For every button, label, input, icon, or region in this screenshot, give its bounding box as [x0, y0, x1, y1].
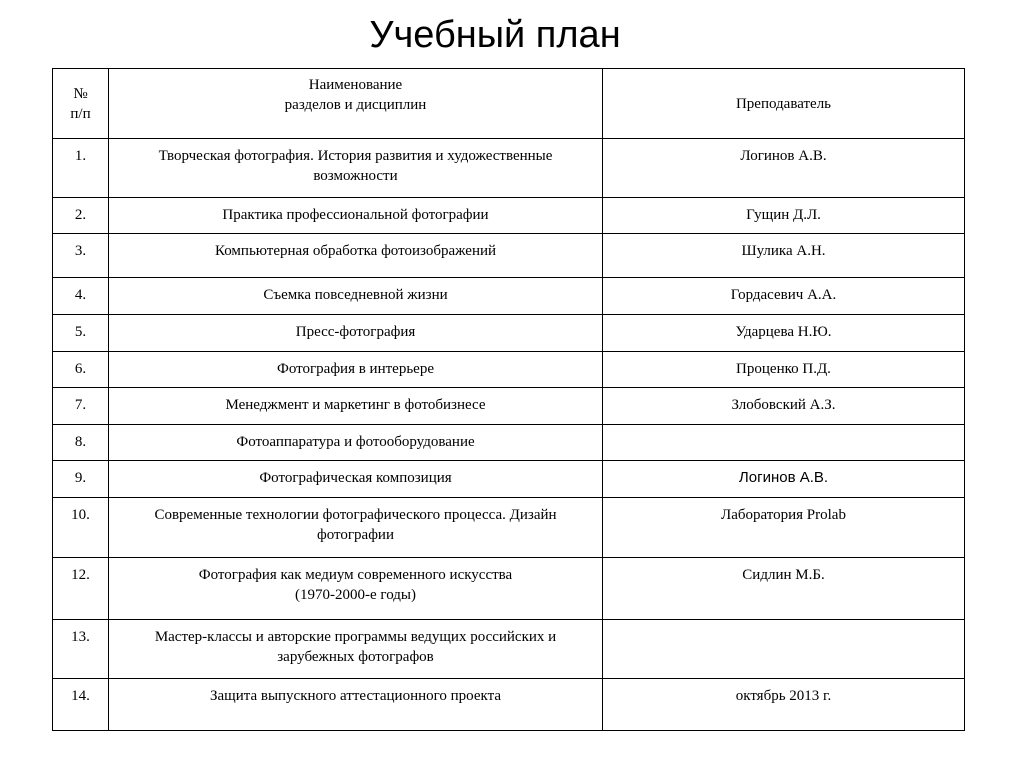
- row-teacher: Логинов А.В.: [603, 461, 965, 498]
- row-teacher: Проценко П.Д.: [603, 352, 965, 388]
- row-name-line: Съемка повседневной жизни: [263, 287, 448, 303]
- row-teacher: [603, 425, 965, 461]
- row-teacher: Ударцева Н.Ю.: [603, 315, 965, 352]
- table-row: [53, 679, 965, 731]
- row-num: 7.: [53, 388, 109, 425]
- row-teacher: Лаборатория Prolab: [603, 498, 965, 558]
- curriculum-table: [52, 68, 965, 731]
- row-name: [109, 498, 603, 558]
- row-name: [109, 388, 603, 425]
- row-name-line: Фотоаппаратура и фотооборудование: [236, 434, 475, 450]
- table-row: [53, 198, 965, 234]
- table-row: [53, 498, 965, 558]
- row-num: 3.: [53, 234, 109, 278]
- row-name-line: фотографии: [317, 527, 394, 543]
- row-teacher: Сидлин М.Б.: [603, 558, 965, 620]
- row-name-line: Компьютерная обработка фотоизображений: [214, 243, 497, 259]
- row-num: 6.: [53, 352, 109, 388]
- row-teacher: [603, 620, 965, 679]
- row-name-line: Менеджмент и маркетинг в фотобизнесе: [225, 397, 486, 413]
- header-name: [109, 69, 603, 139]
- header-num-line: п/п: [70, 105, 91, 122]
- row-num: 12.: [53, 558, 109, 620]
- row-num: 2.: [53, 198, 109, 234]
- row-teacher: Логинов А.В.: [603, 139, 965, 198]
- page-title: Учебный план: [369, 14, 621, 56]
- header-name-line: Наименование: [308, 76, 403, 93]
- row-num: 10.: [53, 498, 109, 558]
- row-teacher: Шулика А.Н.: [603, 234, 965, 278]
- table-row: [53, 558, 965, 620]
- row-name-line: возможности: [313, 168, 398, 184]
- row-num: 13.: [53, 620, 109, 679]
- header-name-line: разделов и дисциплин: [284, 96, 427, 113]
- row-num: 1.: [53, 139, 109, 198]
- table-row: [53, 461, 965, 498]
- row-name: [109, 558, 603, 620]
- table-row: [53, 315, 965, 352]
- row-name-line: (1970-2000-е годы): [295, 587, 416, 603]
- table-row: [53, 139, 965, 198]
- row-num: 4.: [53, 278, 109, 315]
- row-name: [109, 139, 603, 198]
- row-name: [109, 278, 603, 315]
- row-name-line: Пресс-фотография: [295, 324, 416, 340]
- row-num: 9.: [53, 461, 109, 498]
- row-num: 5.: [53, 315, 109, 352]
- table-row: [53, 388, 965, 425]
- row-name-line: Практика профессиональной фотографии: [222, 207, 489, 223]
- header-num: [53, 69, 109, 139]
- row-name: [109, 234, 603, 278]
- row-name: [109, 620, 603, 679]
- row-teacher: Злобовский А.З.: [603, 388, 965, 425]
- row-name: [109, 425, 603, 461]
- table-row: [53, 425, 965, 461]
- header-num-line: №: [73, 85, 88, 102]
- row-name-line: Современные технологии фотографического процесса. Дизайн: [154, 507, 557, 523]
- row-name-line: Фотография как медиум современного искусства: [198, 567, 513, 583]
- row-name-line: Фотографическая композиция: [259, 470, 452, 486]
- table-row: [53, 352, 965, 388]
- row-teacher: Гущин Д.Л.: [603, 198, 965, 234]
- row-num: 14.: [53, 679, 109, 731]
- row-name: [109, 461, 603, 498]
- row-name: [109, 679, 603, 731]
- row-teacher: Гордасевич А.А.: [603, 278, 965, 315]
- row-name-line: зарубежных фотографов: [277, 649, 434, 665]
- row-name-line: Фотография в интерьере: [277, 361, 434, 377]
- table-row: [53, 278, 965, 315]
- header-teacher: Преподаватель: [603, 69, 965, 139]
- row-name-line: Творческая фотография. История развития и художественные: [158, 148, 553, 164]
- row-num: 8.: [53, 425, 109, 461]
- row-name: [109, 315, 603, 352]
- row-name-line: Защита выпускного аттестационного проекта: [209, 688, 502, 704]
- row-name: [109, 198, 603, 234]
- row-name-line: Мастер-классы и авторские программы ведущих российских и: [154, 629, 557, 645]
- table-row: [53, 620, 965, 679]
- table-header-row: [53, 69, 965, 139]
- table-row: [53, 234, 965, 278]
- row-teacher: октябрь 2013 г.: [603, 679, 965, 731]
- row-name: [109, 352, 603, 388]
